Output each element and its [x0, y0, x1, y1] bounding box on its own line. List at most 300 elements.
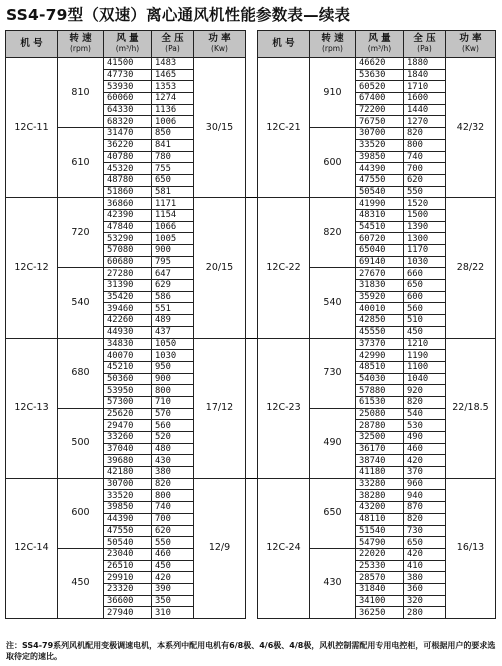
- column-gap: [246, 198, 258, 210]
- column-gap: [246, 315, 258, 327]
- column-gap: [246, 139, 258, 151]
- pressure-cell: 1600: [404, 93, 446, 105]
- flow-cell: 47550: [104, 525, 152, 537]
- pressure-cell: 1353: [152, 81, 194, 93]
- pressure-cell: 800: [152, 385, 194, 397]
- flow-cell: 23040: [104, 548, 152, 560]
- column-gap: [246, 361, 258, 373]
- model-cell: 12C-24: [258, 478, 310, 618]
- column-gap: [246, 467, 258, 479]
- column-gap: [246, 420, 258, 432]
- pressure-cell: 370: [404, 467, 446, 479]
- header-pressure-right: [404, 31, 446, 58]
- pressure-cell: 800: [404, 139, 446, 151]
- column-gap: [246, 221, 258, 233]
- flow-cell: 40780: [104, 151, 152, 163]
- pressure-cell: 620: [404, 174, 446, 186]
- pressure-cell: 520: [152, 432, 194, 444]
- pressure-cell: 480: [152, 443, 194, 455]
- speed-cell: 720: [58, 198, 104, 268]
- flow-cell: 50540: [104, 537, 152, 549]
- flow-cell: 54030: [356, 373, 404, 385]
- pressure-cell: 1050: [152, 338, 194, 350]
- flow-cell: 46620: [356, 58, 404, 70]
- table-title: SS4-79型（双速）离心通风机性能参数表—续表: [6, 6, 351, 24]
- flow-cell: 22020: [356, 548, 404, 560]
- column-gap: [246, 548, 258, 560]
- flow-cell: 30700: [104, 478, 152, 490]
- speed-cell: 820: [310, 198, 356, 268]
- column-gap: [246, 490, 258, 502]
- pressure-cell: 795: [152, 256, 194, 268]
- column-gap: [246, 583, 258, 595]
- pressure-cell: 850: [152, 128, 194, 140]
- pressure-cell: 1840: [404, 69, 446, 81]
- column-gap: [246, 560, 258, 572]
- flow-cell: 51540: [356, 525, 404, 537]
- flow-cell: 36220: [104, 139, 152, 151]
- column-gap: [246, 338, 258, 350]
- speed-cell: 650: [310, 478, 356, 548]
- pressure-cell: 820: [152, 478, 194, 490]
- column-gap: [246, 350, 258, 362]
- pressure-cell: 360: [404, 583, 446, 595]
- table-row: [6, 58, 496, 70]
- model-cell: 12C-21: [258, 58, 310, 198]
- flow-cell: 36600: [104, 595, 152, 607]
- pressure-cell: 740: [152, 502, 194, 514]
- pressure-cell: 550: [404, 186, 446, 198]
- pressure-cell: 700: [152, 513, 194, 525]
- pressure-cell: 1170: [404, 245, 446, 257]
- header-pressure-label: 全 压: [161, 33, 184, 44]
- pressure-cell: 820: [404, 128, 446, 140]
- header-power-label: 功 率: [208, 33, 231, 44]
- pressure-cell: 647: [152, 268, 194, 280]
- pressure-cell: 1500: [404, 209, 446, 221]
- pressure-cell: 800: [152, 490, 194, 502]
- header-pressure-unit: (Pa): [417, 44, 432, 53]
- header-power-unit: (Kw): [462, 44, 479, 53]
- pressure-cell: 960: [404, 478, 446, 490]
- flow-cell: 41990: [356, 198, 404, 210]
- pressure-cell: 380: [152, 467, 194, 479]
- flow-cell: 23320: [104, 583, 152, 595]
- flow-cell: 61530: [356, 396, 404, 408]
- column-gap: [246, 93, 258, 105]
- pressure-cell: 460: [152, 548, 194, 560]
- table-row: [6, 408, 496, 420]
- speed-cell: 910: [310, 58, 356, 128]
- flow-cell: 48110: [356, 513, 404, 525]
- pressure-cell: 280: [404, 607, 446, 619]
- pressure-cell: 700: [404, 163, 446, 175]
- flow-cell: 64330: [104, 104, 152, 116]
- column-gap: [246, 478, 258, 490]
- header-speed-unit: (rpm): [321, 44, 343, 53]
- pressure-cell: 410: [404, 560, 446, 572]
- flow-cell: 47730: [104, 69, 152, 81]
- flow-cell: 45550: [356, 326, 404, 338]
- flow-cell: 48510: [356, 361, 404, 373]
- table-row: [6, 268, 496, 280]
- pressure-cell: 1040: [404, 373, 446, 385]
- flow-cell: 36250: [356, 607, 404, 619]
- column-gap: [246, 408, 258, 420]
- power-cell: 20/15: [194, 198, 246, 338]
- column-gap: [246, 513, 258, 525]
- pressure-cell: 900: [152, 245, 194, 257]
- pressure-cell: 1190: [404, 350, 446, 362]
- flow-cell: 31390: [104, 280, 152, 292]
- power-cell: 12/9: [194, 478, 246, 618]
- flow-cell: 47840: [104, 221, 152, 233]
- flow-cell: 45320: [104, 163, 152, 175]
- header-speed-left: [58, 31, 104, 58]
- flow-cell: 33520: [356, 139, 404, 151]
- column-gap: [246, 537, 258, 549]
- flow-cell: 53290: [104, 233, 152, 245]
- pressure-cell: 437: [152, 326, 194, 338]
- header-power-unit: (Kw): [211, 44, 228, 53]
- speed-cell: 680: [58, 338, 104, 408]
- column-gap: [246, 104, 258, 116]
- column-gap: [246, 186, 258, 198]
- speed-cell: 540: [310, 268, 356, 338]
- pressure-cell: 870: [404, 502, 446, 514]
- flow-cell: 44390: [356, 163, 404, 175]
- column-gap: [246, 209, 258, 221]
- pressure-cell: 420: [404, 455, 446, 467]
- pressure-cell: 620: [152, 525, 194, 537]
- pressure-cell: 600: [404, 291, 446, 303]
- pressure-cell: 450: [152, 560, 194, 572]
- table-row: [6, 128, 496, 140]
- flow-cell: 37040: [104, 443, 152, 455]
- model-cell: 12C-23: [258, 338, 310, 478]
- pressure-cell: 586: [152, 291, 194, 303]
- column-gap: [246, 256, 258, 268]
- pressure-cell: 660: [404, 268, 446, 280]
- pressure-cell: 1154: [152, 209, 194, 221]
- pressure-cell: 490: [404, 432, 446, 444]
- column-gap: [246, 163, 258, 175]
- column-gap: [246, 69, 258, 81]
- flow-cell: 32500: [356, 432, 404, 444]
- flow-cell: 45210: [104, 361, 152, 373]
- pressure-cell: 820: [404, 513, 446, 525]
- pressure-cell: 755: [152, 163, 194, 175]
- flow-cell: 50360: [104, 373, 152, 385]
- flow-cell: 35420: [104, 291, 152, 303]
- flow-cell: 34100: [356, 595, 404, 607]
- speed-cell: 730: [310, 338, 356, 408]
- column-gap: [246, 31, 258, 58]
- speed-cell: 500: [58, 408, 104, 478]
- pressure-cell: 350: [152, 595, 194, 607]
- pressure-cell: 650: [152, 174, 194, 186]
- flow-cell: 39680: [104, 455, 152, 467]
- pressure-cell: 1030: [404, 256, 446, 268]
- flow-cell: 68320: [104, 116, 152, 128]
- pressure-cell: 1030: [152, 350, 194, 362]
- flow-cell: 41500: [104, 58, 152, 70]
- column-gap: [246, 233, 258, 245]
- flow-cell: 25080: [356, 408, 404, 420]
- header-power-left: [194, 31, 246, 58]
- flow-cell: 29470: [104, 420, 152, 432]
- power-cell: 17/12: [194, 338, 246, 478]
- column-gap: [246, 396, 258, 408]
- model-cell: 12C-14: [6, 478, 58, 618]
- column-gap: [246, 291, 258, 303]
- pressure-cell: 1136: [152, 104, 194, 116]
- header-pressure-unit: (Pa): [165, 44, 180, 53]
- pressure-cell: 450: [404, 326, 446, 338]
- column-gap: [246, 432, 258, 444]
- pressure-cell: 380: [404, 572, 446, 584]
- power-cell: 28/22: [446, 198, 496, 338]
- pressure-cell: 540: [404, 408, 446, 420]
- column-gap: [246, 385, 258, 397]
- column-gap: [246, 455, 258, 467]
- pressure-cell: 950: [152, 361, 194, 373]
- pressure-cell: 1465: [152, 69, 194, 81]
- pressure-cell: 1710: [404, 81, 446, 93]
- power-cell: 16/13: [446, 478, 496, 618]
- pressure-cell: 320: [404, 595, 446, 607]
- table-row: [6, 338, 496, 350]
- header-flow-right: [356, 31, 404, 58]
- column-gap: [246, 245, 258, 257]
- pressure-cell: 530: [404, 420, 446, 432]
- flow-cell: 43200: [356, 502, 404, 514]
- flow-cell: 42260: [104, 315, 152, 327]
- header-flow-left: [104, 31, 152, 58]
- flow-cell: 42990: [356, 350, 404, 362]
- pressure-cell: 1880: [404, 58, 446, 70]
- header-flow-unit: (m³/h): [115, 44, 140, 53]
- header-speed-label: 转 速: [69, 33, 92, 44]
- flow-cell: 27280: [104, 268, 152, 280]
- flow-cell: 57080: [104, 245, 152, 257]
- speed-cell: 610: [58, 128, 104, 198]
- pressure-cell: 1005: [152, 233, 194, 245]
- pressure-cell: 650: [404, 280, 446, 292]
- pressure-cell: 420: [404, 548, 446, 560]
- pressure-cell: 460: [404, 443, 446, 455]
- power-cell: 42/32: [446, 58, 496, 198]
- flow-cell: 57300: [104, 396, 152, 408]
- header-flow-unit: (m³/h): [367, 44, 392, 53]
- column-gap: [246, 268, 258, 280]
- flow-cell: 29910: [104, 572, 152, 584]
- performance-table: [5, 30, 496, 619]
- header-speed-unit: (rpm): [69, 44, 91, 53]
- flow-cell: 34830: [104, 338, 152, 350]
- flow-cell: 31840: [356, 583, 404, 595]
- power-cell: 30/15: [194, 58, 246, 198]
- flow-cell: 31470: [104, 128, 152, 140]
- pressure-cell: 310: [152, 607, 194, 619]
- flow-cell: 39850: [356, 151, 404, 163]
- flow-cell: 38740: [356, 455, 404, 467]
- column-gap: [246, 174, 258, 186]
- model-cell: 12C-11: [6, 58, 58, 198]
- pressure-cell: 710: [152, 396, 194, 408]
- flow-cell: 37370: [356, 338, 404, 350]
- header-flow-label: 风 量: [368, 33, 391, 44]
- header-model-left: 机 号: [6, 31, 58, 58]
- flow-cell: 51860: [104, 186, 152, 198]
- flow-cell: 30700: [356, 128, 404, 140]
- column-gap: [246, 326, 258, 338]
- flow-cell: 36170: [356, 443, 404, 455]
- pressure-cell: 629: [152, 280, 194, 292]
- speed-cell: 490: [310, 408, 356, 478]
- pressure-cell: 730: [404, 525, 446, 537]
- power-cell: 22/18.5: [446, 338, 496, 478]
- pressure-cell: 900: [152, 373, 194, 385]
- column-gap: [246, 607, 258, 619]
- pressure-cell: 551: [152, 303, 194, 315]
- column-gap: [246, 116, 258, 128]
- pressure-cell: 510: [404, 315, 446, 327]
- pressure-cell: 560: [404, 303, 446, 315]
- flow-cell: 76750: [356, 116, 404, 128]
- flow-cell: 39850: [104, 502, 152, 514]
- pressure-cell: 1006: [152, 116, 194, 128]
- flow-cell: 38280: [356, 490, 404, 502]
- speed-cell: 600: [58, 478, 104, 548]
- table-row: [6, 548, 496, 560]
- flow-cell: 40010: [356, 303, 404, 315]
- flow-cell: 42850: [356, 315, 404, 327]
- speed-cell: 540: [58, 268, 104, 338]
- column-gap: [246, 502, 258, 514]
- header-row: [6, 31, 496, 58]
- pressure-cell: 581: [152, 186, 194, 198]
- header-pressure-label: 全 压: [413, 33, 436, 44]
- flow-cell: 65040: [356, 245, 404, 257]
- column-gap: [246, 443, 258, 455]
- pressure-cell: 1483: [152, 58, 194, 70]
- table-body: [6, 58, 496, 619]
- flow-cell: 48780: [104, 174, 152, 186]
- footnote: 注：SS4-79系列风机配用变极调速电机，本系列中配用电机有6/8极、4/6极、4/8极，风机控制需配用专用电控柜，可根据用户的要求选取待定的速比。: [6, 641, 496, 661]
- model-cell: 12C-22: [258, 198, 310, 338]
- header-speed-label: 转 速: [321, 33, 344, 44]
- flow-cell: 35920: [356, 291, 404, 303]
- column-gap: [246, 525, 258, 537]
- pressure-cell: 780: [152, 151, 194, 163]
- pressure-cell: 1270: [404, 116, 446, 128]
- header-speed-right: [310, 31, 356, 58]
- flow-cell: 53630: [356, 69, 404, 81]
- flow-cell: 60060: [104, 93, 152, 105]
- pressure-cell: 1440: [404, 104, 446, 116]
- pressure-cell: 920: [404, 385, 446, 397]
- column-gap: [246, 58, 258, 70]
- flow-cell: 69140: [356, 256, 404, 268]
- column-gap: [246, 280, 258, 292]
- model-cell: 12C-12: [6, 198, 58, 338]
- flow-cell: 54790: [356, 537, 404, 549]
- flow-cell: 33280: [356, 478, 404, 490]
- column-gap: [246, 151, 258, 163]
- model-cell: 12C-13: [6, 338, 58, 478]
- column-gap: [246, 572, 258, 584]
- pressure-cell: 940: [404, 490, 446, 502]
- speed-cell: 600: [310, 128, 356, 198]
- flow-cell: 39460: [104, 303, 152, 315]
- flow-cell: 54510: [356, 221, 404, 233]
- pressure-cell: 560: [152, 420, 194, 432]
- flow-cell: 41180: [356, 467, 404, 479]
- flow-cell: 50540: [356, 186, 404, 198]
- flow-cell: 27670: [356, 268, 404, 280]
- flow-cell: 47550: [356, 174, 404, 186]
- flow-cell: 28780: [356, 420, 404, 432]
- flow-cell: 36860: [104, 198, 152, 210]
- pressure-cell: 820: [404, 396, 446, 408]
- pressure-cell: 1520: [404, 198, 446, 210]
- header-power-label: 功 率: [459, 33, 482, 44]
- column-gap: [246, 595, 258, 607]
- pressure-cell: 420: [152, 572, 194, 584]
- pressure-cell: 1100: [404, 361, 446, 373]
- pressure-cell: 1210: [404, 338, 446, 350]
- header-power-right: [446, 31, 496, 58]
- table-row: [6, 198, 496, 210]
- pressure-cell: 740: [404, 151, 446, 163]
- flow-cell: 57880: [356, 385, 404, 397]
- flow-cell: 25330: [356, 560, 404, 572]
- column-gap: [246, 373, 258, 385]
- flow-cell: 25620: [104, 408, 152, 420]
- flow-cell: 33520: [104, 490, 152, 502]
- flow-cell: 27940: [104, 607, 152, 619]
- pressure-cell: 570: [152, 408, 194, 420]
- column-gap: [246, 303, 258, 315]
- flow-cell: 60680: [104, 256, 152, 268]
- column-gap: [246, 81, 258, 93]
- speed-cell: 430: [310, 548, 356, 618]
- speed-cell: 450: [58, 548, 104, 618]
- pressure-cell: 1300: [404, 233, 446, 245]
- pressure-cell: 650: [404, 537, 446, 549]
- flow-cell: 53950: [104, 385, 152, 397]
- flow-cell: 60520: [356, 81, 404, 93]
- flow-cell: 31830: [356, 280, 404, 292]
- flow-cell: 48310: [356, 209, 404, 221]
- flow-cell: 26510: [104, 560, 152, 572]
- table-row: [6, 478, 496, 490]
- pressure-cell: 1274: [152, 93, 194, 105]
- pressure-cell: 1066: [152, 221, 194, 233]
- flow-cell: 40070: [104, 350, 152, 362]
- flow-cell: 33260: [104, 432, 152, 444]
- pressure-cell: 550: [152, 537, 194, 549]
- flow-cell: 72200: [356, 104, 404, 116]
- pressure-cell: 1171: [152, 198, 194, 210]
- pressure-cell: 430: [152, 455, 194, 467]
- flow-cell: 60720: [356, 233, 404, 245]
- pressure-cell: 390: [152, 583, 194, 595]
- pressure-cell: 1390: [404, 221, 446, 233]
- flow-cell: 44390: [104, 513, 152, 525]
- header-model-right: 机 号: [258, 31, 310, 58]
